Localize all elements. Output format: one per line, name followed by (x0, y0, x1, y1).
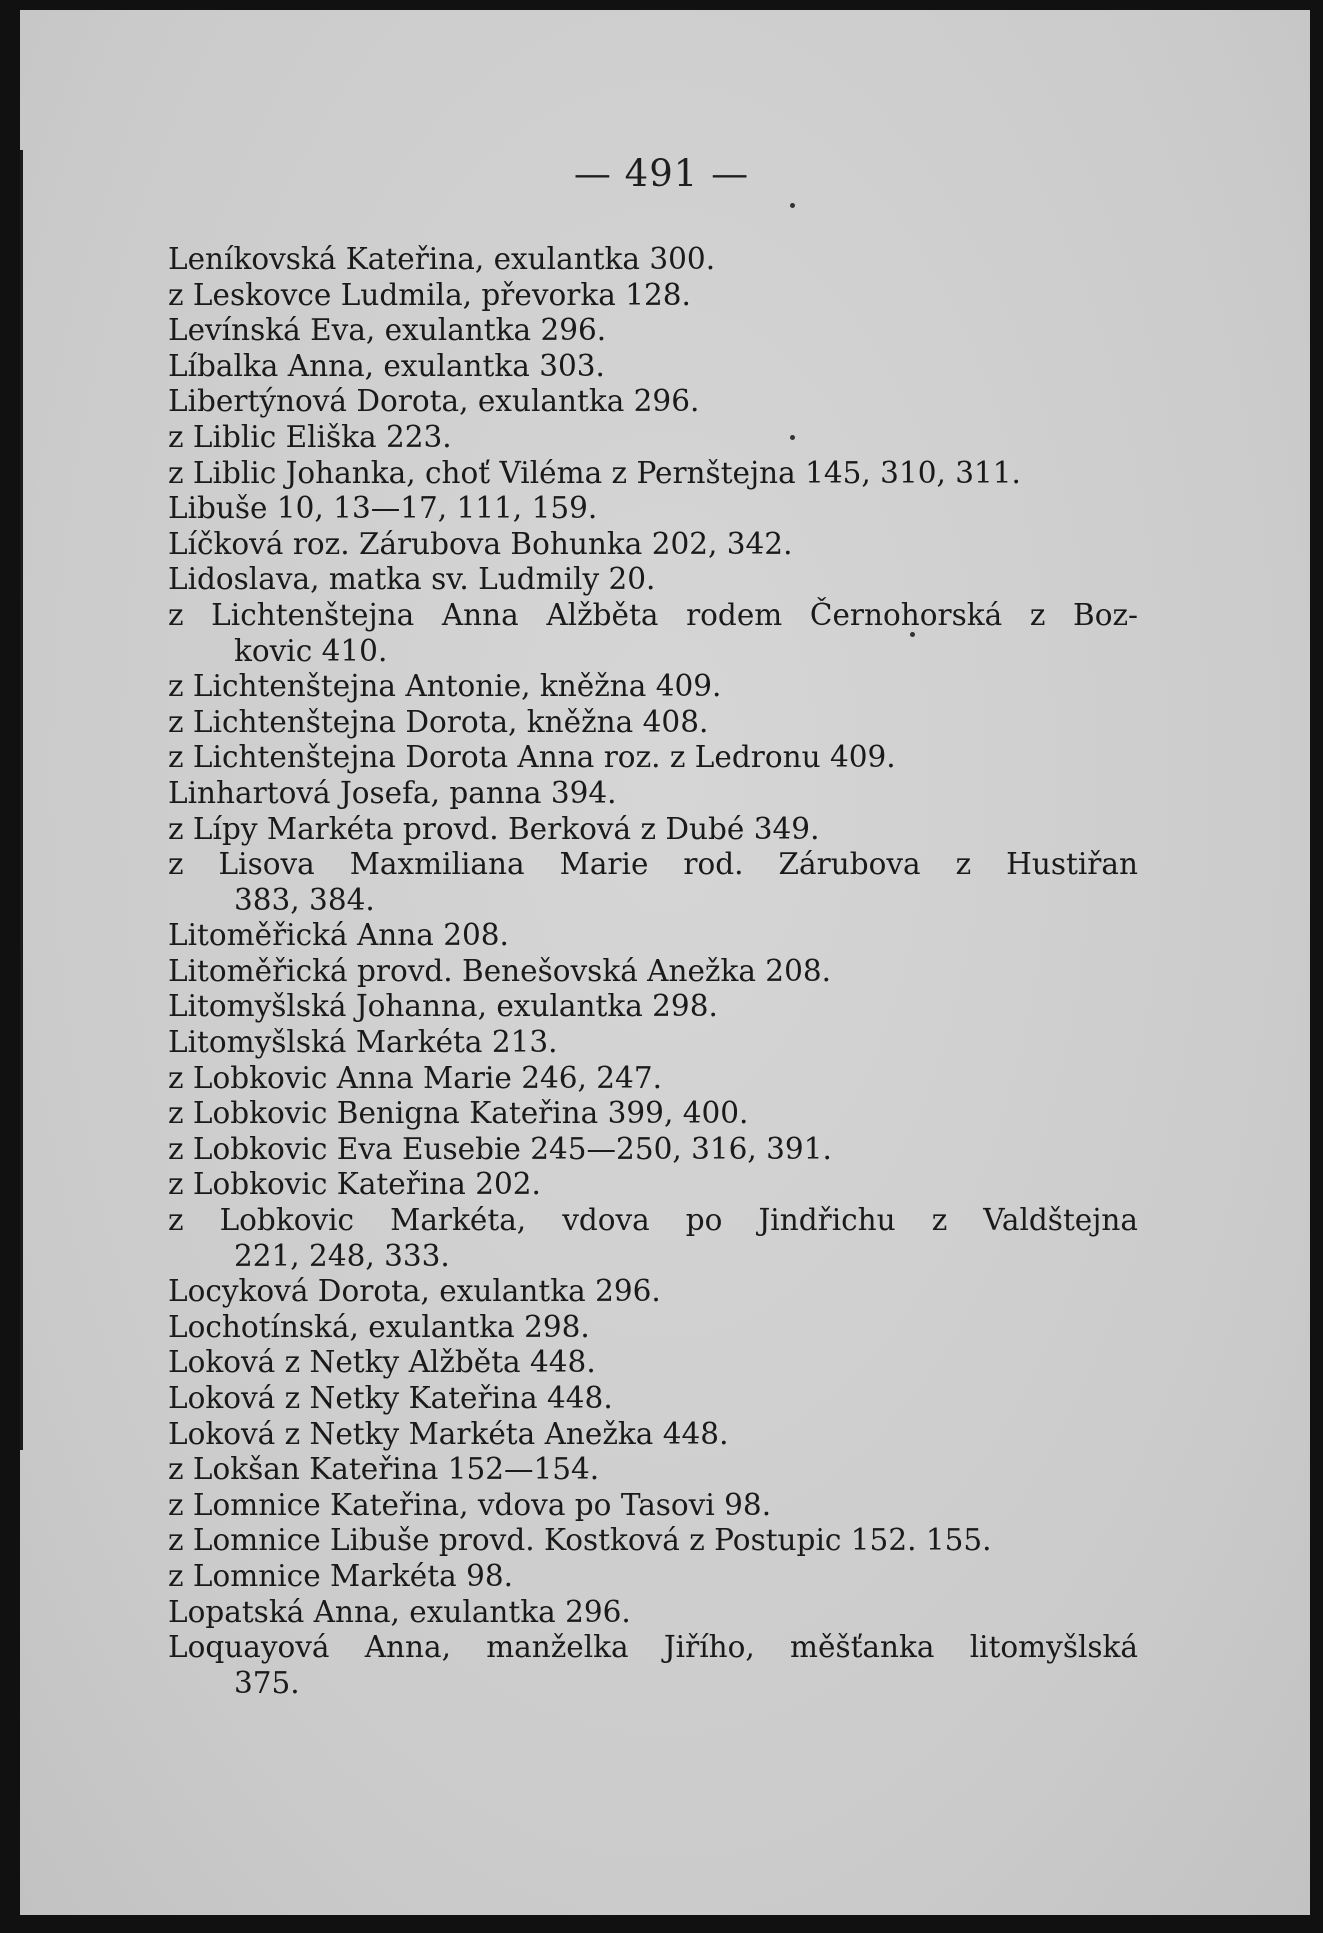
index-entry (168, 527, 1138, 563)
index-entry-text: Litomyšlská Markéta 213. (168, 1025, 558, 1060)
index-entry-text: z Lichtenštejna Anna Alžběta rodem Černohorská z Boz- (168, 597, 1138, 632)
index-entry (168, 420, 1138, 456)
index-entry (168, 989, 1138, 1025)
index-entry (168, 1452, 1138, 1488)
index-entry-text: Litoměřická Anna 208. (168, 918, 509, 953)
index-entry (168, 1025, 1138, 1061)
index-entry (168, 1061, 1138, 1097)
index-entry (168, 1559, 1138, 1595)
index-entry-text: Locyková Dorota, exulantka 296. (168, 1274, 661, 1309)
index-entry-text: z Lichtenštejna Dorota, kněžna 408. (168, 704, 709, 739)
index-entry-text: z Lípy Markéta provd. Berková z Dubé 349. (168, 811, 820, 846)
index-entry-text: z Lomnice Libuše provd. Kostková z Postupic 152. 155. (168, 1523, 992, 1558)
index-entry (168, 1417, 1138, 1453)
index-entry (168, 740, 1138, 776)
index-entry-list (168, 242, 1138, 1701)
index-entry (168, 1488, 1138, 1524)
index-entry-text: z Lomnice Kateřina, vdova po Tasovi 98. (168, 1487, 772, 1522)
page-binding-edge (20, 150, 57, 1450)
index-entry (168, 562, 1138, 598)
index-entry-text: Libuše 10, 13—17, 111, 159. (168, 491, 598, 526)
index-entry (168, 1167, 1138, 1203)
index-entry (168, 1345, 1138, 1381)
index-entry-text: Loquayová Anna, manželka Jiřího, měšťanka litomyšlská (168, 1630, 1138, 1665)
index-entry (168, 1096, 1138, 1132)
index-entry-text: Lidoslava, matka sv. Ludmily 20. (168, 562, 656, 597)
page-number: — 491 — (573, 152, 750, 195)
index-entry-text: Lopatská Anna, exulantka 296. (168, 1594, 631, 1629)
index-entry-text: Leníkovská Kateřina, exulantka 300. (168, 242, 716, 276)
index-entry-text: Linhartová Josefa, panna 394. (168, 775, 617, 810)
index-entry (168, 1203, 1138, 1274)
index-entry-text: z Lobkovic Eva Eusebie 245—250, 316, 391. (168, 1131, 832, 1166)
index-entry-text: Líčková roz. Zárubova Bohunka 202, 342. (168, 526, 793, 561)
index-entry-text: z Lobkovic Benigna Kateřina 399, 400. (168, 1096, 749, 1131)
index-entry-continuation: 383, 384. (234, 882, 375, 917)
index-entry (168, 456, 1138, 492)
index-entry (168, 776, 1138, 812)
index-entry-text: Loková z Netky Kateřina 448. (168, 1381, 613, 1415)
index-entry-text: z Lokšan Kateřina 152—154. (168, 1452, 600, 1487)
index-entry (168, 278, 1138, 314)
index-entry-text: Lochotínská, exulantka 298. (168, 1309, 590, 1344)
index-entry-text: Loková z Netky Alžběta 448. (168, 1345, 596, 1380)
index-entry-text: z Lobkovic Anna Marie 246, 247. (168, 1060, 662, 1095)
print-speck (790, 203, 795, 208)
index-entry-text: z Leskovce Ludmila, převorka 128. (168, 277, 691, 312)
index-entry-text: Levínská Eva, exulantka 296. (168, 313, 607, 348)
index-entry (168, 598, 1138, 669)
index-entry-text: z Lisova Maxmiliana Marie rod. Zárubova z Hustiřan (168, 847, 1138, 882)
index-entry-text: z Lomnice Markéta 98. (168, 1558, 513, 1593)
index-entry (168, 1132, 1138, 1168)
index-entry-text: Litomyšlská Johanna, exulantka 298. (168, 989, 718, 1024)
index-entry-text: Litoměřická provd. Benešovská Anežka 208. (168, 953, 831, 988)
index-entry-text: z Lobkovic Kateřina 202. (168, 1167, 541, 1202)
index-entry (168, 1630, 1138, 1701)
index-entry (168, 349, 1138, 385)
index-entry-text: z Liblic Eliška 223. (168, 419, 452, 454)
index-entry (168, 1310, 1138, 1346)
index-entry (168, 384, 1138, 420)
index-entry (168, 918, 1138, 954)
index-entry-text: z Liblic Johanka, choť Viléma z Pernštejna 145, 310, 311. (168, 455, 1021, 490)
index-entry (168, 705, 1138, 741)
index-entry-text: z Lobkovic Markéta, vdova po Jindřichu z Valdštejna (168, 1203, 1138, 1238)
index-entry (168, 812, 1138, 848)
index-entry (168, 669, 1138, 705)
index-entry (168, 1595, 1138, 1631)
index-entry-continuation: 221, 248, 333. (234, 1238, 450, 1273)
index-entry-continuation: kovic 410. (234, 633, 388, 668)
index-entry-text: Líbalka Anna, exulantka 303. (168, 348, 605, 383)
index-entry (168, 1523, 1138, 1559)
index-entry (168, 1274, 1138, 1310)
index-entry (168, 242, 1138, 278)
index-entry (168, 954, 1138, 990)
index-entry-text: Loková z Netky Markéta Anežka 448. (168, 1416, 729, 1451)
index-entry (168, 491, 1138, 527)
index-entry (168, 847, 1138, 918)
index-entry-text: z Lichtenštejna Antonie, kněžna 409. (168, 669, 722, 704)
index-entry (168, 313, 1138, 349)
index-entry-text: z Lichtenštejna Dorota Anna roz. z Ledronu 409. (168, 740, 896, 775)
index-entry-text: Libertýnová Dorota, exulantka 296. (168, 384, 700, 419)
index-entry (168, 1381, 1138, 1417)
index-entry-continuation: 375. (234, 1665, 300, 1700)
